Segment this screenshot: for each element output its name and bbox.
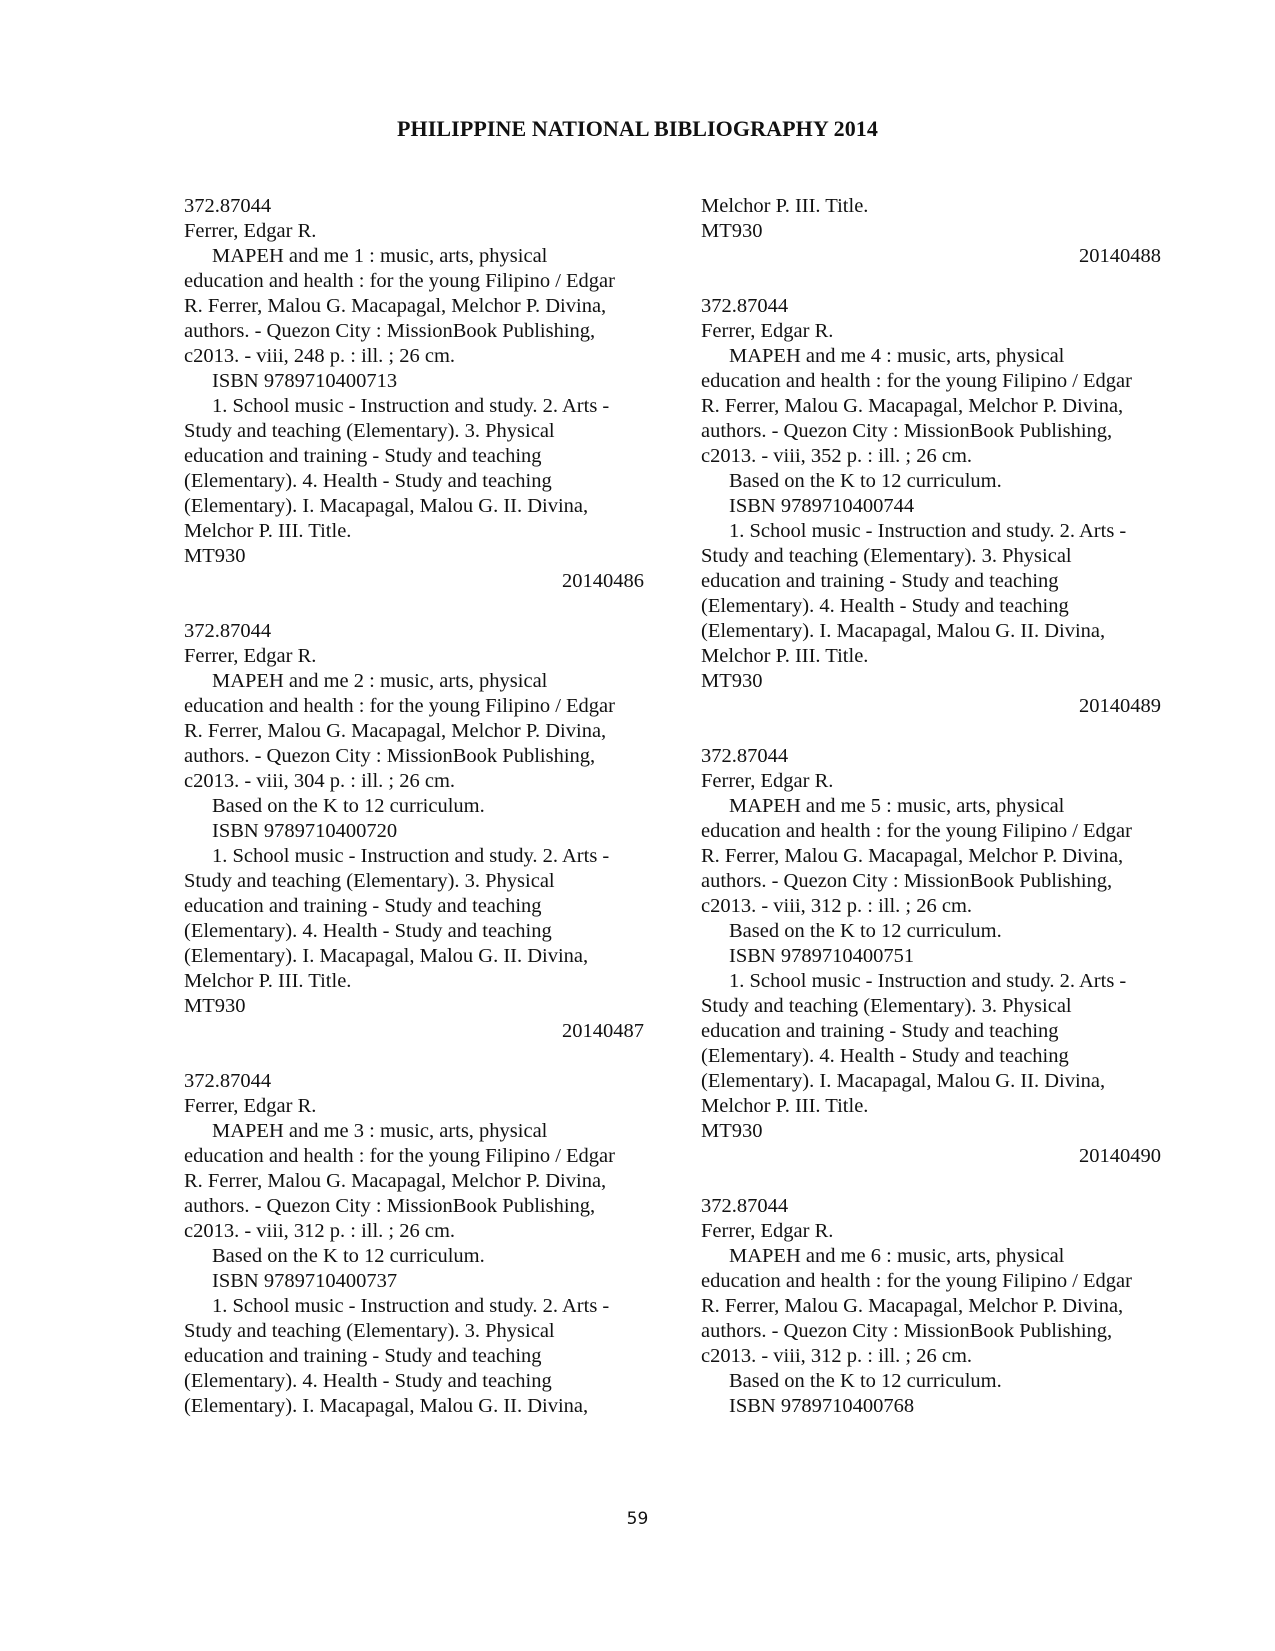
entry-line: MAPEH and me 1 : music, arts, physical xyxy=(212,245,548,267)
right-column xyxy=(701,194,1171,1419)
entry-line: (Elementary). 4. Health - Study and teaching xyxy=(701,595,1069,617)
entry-line: Study and teaching (Elementary). 3. Physical xyxy=(184,870,555,892)
entry-line: (Elementary). I. Macapagal, Malou G. II. Divina, xyxy=(184,495,589,517)
entry-line: ISBN 9789710400720 xyxy=(212,820,398,842)
entry-line: authors. - Quezon City : MissionBook Publishing, xyxy=(184,1195,596,1217)
entry-line: MAPEH and me 6 : music, arts, physical xyxy=(729,1245,1065,1267)
entry-line: ISBN 9789710400737 xyxy=(212,1270,398,1292)
entry-line: Melchor P. III. Title. xyxy=(701,645,869,667)
entry-line: ISBN 9789710400713 xyxy=(212,370,398,392)
entry-line: R. Ferrer, Malou G. Macapagal, Melchor P. Divina, xyxy=(184,720,607,742)
entry-line: (Elementary). 4. Health - Study and teaching xyxy=(184,920,552,942)
entry-line: ISBN 9789710400768 xyxy=(729,1395,915,1417)
entry-line: c2013. - viii, 312 p. : ill. ; 26 cm. xyxy=(184,1220,456,1242)
entry-line: Based on the K to 12 curriculum. xyxy=(729,470,1002,492)
record-control-number: 20140488 xyxy=(1079,245,1161,267)
entry-line: R. Ferrer, Malou G. Macapagal, Melchor P. Divina, xyxy=(701,1295,1124,1317)
entry-line: Ferrer, Edgar R. xyxy=(701,320,834,342)
entry-line: Based on the K to 12 curriculum. xyxy=(212,795,485,817)
entry-line: MT930 xyxy=(184,995,246,1017)
record-control-number: 20140487 xyxy=(562,1020,644,1042)
entry-line: authors. - Quezon City : MissionBook Publishing, xyxy=(701,870,1113,892)
entry-line: 372.87044 xyxy=(701,1195,789,1217)
entry-line: R. Ferrer, Malou G. Macapagal, Melchor P. Divina, xyxy=(701,395,1124,417)
entry-line: MAPEH and me 3 : music, arts, physical xyxy=(212,1120,548,1142)
entry-line: 1. School music - Instruction and study. 2. Arts - xyxy=(729,970,1127,992)
entry-line: Melchor P. III. Title. xyxy=(184,970,352,992)
entry-line: Based on the K to 12 curriculum. xyxy=(212,1245,485,1267)
entry-line: 1. School music - Instruction and study. 2. Arts - xyxy=(212,395,610,417)
entry-line: education and training - Study and teaching xyxy=(701,1020,1059,1042)
entry-line: (Elementary). I. Macapagal, Malou G. II. Divina, xyxy=(701,1070,1106,1092)
entry-separator xyxy=(184,1044,654,1069)
entry-line: MAPEH and me 2 : music, arts, physical xyxy=(212,670,548,692)
entry-line: Study and teaching (Elementary). 3. Physical xyxy=(701,995,1072,1017)
entry-line: Based on the K to 12 curriculum. xyxy=(729,920,1002,942)
entry-line: Melchor P. III. Title. xyxy=(701,195,869,217)
entry-line: 1. School music - Instruction and study. 2. Arts - xyxy=(212,845,610,867)
entry-line: c2013. - viii, 248 p. : ill. ; 26 cm. xyxy=(184,345,456,367)
entry-line: (Elementary). 4. Health - Study and teaching xyxy=(701,1045,1069,1067)
entry-line: (Elementary). I. Macapagal, Malou G. II. Divina, xyxy=(701,620,1106,642)
entry-line: education and training - Study and teaching xyxy=(701,570,1059,592)
entry-line: education and training - Study and teaching xyxy=(184,895,542,917)
entry-line: (Elementary). 4. Health - Study and teaching xyxy=(184,1370,552,1392)
entry-line: Ferrer, Edgar R. xyxy=(184,220,317,242)
entry-line: Based on the K to 12 curriculum. xyxy=(729,1370,1002,1392)
entry-separator xyxy=(701,269,1171,294)
entry-line: authors. - Quezon City : MissionBook Publishing, xyxy=(701,1320,1113,1342)
entry-line: education and health : for the young Filipino / Edgar xyxy=(701,1270,1132,1292)
entry-line: R. Ferrer, Malou G. Macapagal, Melchor P. Divina, xyxy=(701,845,1124,867)
left-column xyxy=(184,194,654,1419)
entry-line: Ferrer, Edgar R. xyxy=(184,645,317,667)
entry-line: 372.87044 xyxy=(184,620,272,642)
entry-line: c2013. - viii, 304 p. : ill. ; 26 cm. xyxy=(184,770,456,792)
entry-line: Ferrer, Edgar R. xyxy=(701,1220,834,1242)
entry-line: MAPEH and me 4 : music, arts, physical xyxy=(729,345,1065,367)
entry-separator xyxy=(701,719,1171,744)
entry-line: ISBN 9789710400744 xyxy=(729,495,915,517)
entry-line: education and health : for the young Filipino / Edgar xyxy=(184,270,615,292)
entry-line: Melchor P. III. Title. xyxy=(184,520,352,542)
entry-line: 1. School music - Instruction and study. 2. Arts - xyxy=(212,1295,610,1317)
entry-line: 372.87044 xyxy=(184,1070,272,1092)
page-number: 59 xyxy=(626,1509,649,1529)
entry-line: Study and teaching (Elementary). 3. Physical xyxy=(184,1320,555,1342)
entry-line: Melchor P. III. Title. xyxy=(701,1095,869,1117)
record-control-number: 20140486 xyxy=(562,570,644,592)
entry-line: MT930 xyxy=(184,545,246,567)
entry-line: ISBN 9789710400751 xyxy=(729,945,915,967)
entry-line: education and health : for the young Filipino / Edgar xyxy=(184,695,615,717)
entry-line: education and health : for the young Filipino / Edgar xyxy=(184,1145,615,1167)
entry-line: authors. - Quezon City : MissionBook Publishing, xyxy=(184,745,596,767)
entry-line: Ferrer, Edgar R. xyxy=(184,1095,317,1117)
entry-line: R. Ferrer, Malou G. Macapagal, Melchor P. Divina, xyxy=(184,295,607,317)
entry-line: education and health : for the young Filipino / Edgar xyxy=(701,820,1132,842)
entry-line: (Elementary). I. Macapagal, Malou G. II. Divina, xyxy=(184,1395,589,1417)
entry-line: Study and teaching (Elementary). 3. Physical xyxy=(184,420,555,442)
entry-line: education and health : for the young Filipino / Edgar xyxy=(701,370,1132,392)
entry-line: education and training - Study and teaching xyxy=(184,1345,542,1367)
entry-line: MAPEH and me 5 : music, arts, physical xyxy=(729,795,1065,817)
entry-line: MT930 xyxy=(701,1120,763,1142)
entry-line: c2013. - viii, 312 p. : ill. ; 26 cm. xyxy=(701,1345,973,1367)
entry-line: (Elementary). I. Macapagal, Malou G. II. Divina, xyxy=(184,945,589,967)
entry-line: 372.87044 xyxy=(701,745,789,767)
record-control-number: 20140489 xyxy=(1079,695,1161,717)
entry-line: c2013. - viii, 352 p. : ill. ; 26 cm. xyxy=(701,445,973,467)
entry-line: 1. School music - Instruction and study. 2. Arts - xyxy=(729,520,1127,542)
entry-line: authors. - Quezon City : MissionBook Publishing, xyxy=(184,320,596,342)
entry-separator xyxy=(184,594,654,619)
entry-line: authors. - Quezon City : MissionBook Publishing, xyxy=(701,420,1113,442)
entry-line: education and training - Study and teaching xyxy=(184,445,542,467)
entry-separator xyxy=(701,1169,1171,1194)
entry-line: R. Ferrer, Malou G. Macapagal, Melchor P. Divina, xyxy=(184,1170,607,1192)
entry-line: MT930 xyxy=(701,670,763,692)
entry-line: Study and teaching (Elementary). 3. Physical xyxy=(701,545,1072,567)
record-control-number: 20140490 xyxy=(1079,1145,1161,1167)
entry-line: (Elementary). 4. Health - Study and teaching xyxy=(184,470,552,492)
entry-line: c2013. - viii, 312 p. : ill. ; 26 cm. xyxy=(701,895,973,917)
entry-line: 372.87044 xyxy=(701,295,789,317)
entry-line: MT930 xyxy=(701,220,763,242)
entry-line: Ferrer, Edgar R. xyxy=(701,770,834,792)
page-title: PHILIPPINE NATIONAL BIBLIOGRAPHY 2014 xyxy=(396,116,879,141)
entry-line: 372.87044 xyxy=(184,195,272,217)
